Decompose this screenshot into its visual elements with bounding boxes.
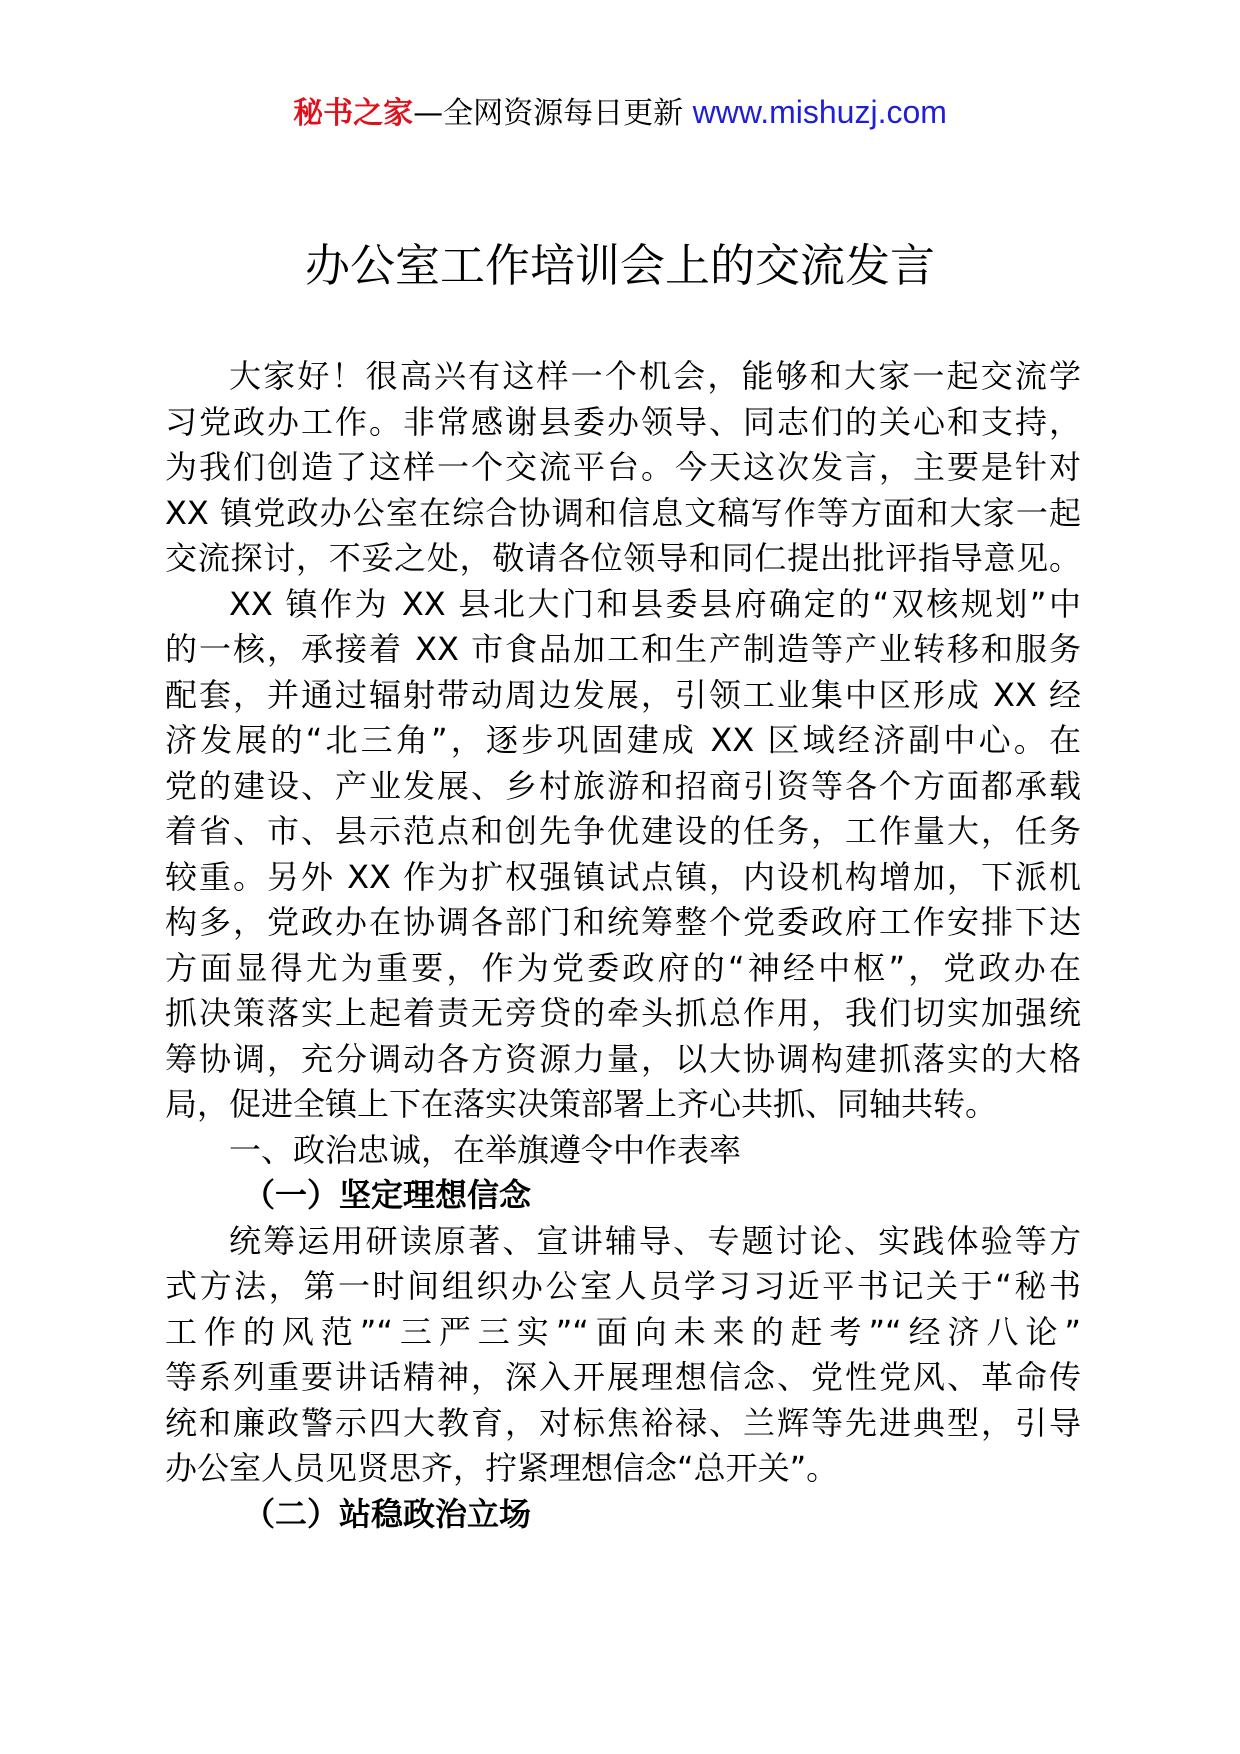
paragraph-line: 着省、市、县示范点和创先争优建设的任务，工作量大，任务: [165, 812, 1081, 850]
paragraph-line: 济发展的“北三角”，逐步巩固建成 XX 区域经济副中心。在: [165, 721, 1081, 759]
paragraph-line: XX 镇党政办公室在综合协调和信息文稿写作等方面和大家一起: [165, 493, 1081, 532]
subsection-heading: （一）坚定理想信念: [243, 1176, 532, 1214]
paragraph-line: 为我们创造了这样一个交流平台。今天这次发言，主要是针对: [165, 448, 1081, 486]
paragraph-line: 式方法，第一时间组织办公室人员学习习近平书记关于“秘书: [165, 1267, 1081, 1305]
paragraph-line: 抓决策落实上起着责无旁贷的牵头抓总作用，我们切实加强统: [165, 994, 1081, 1032]
brand-name: 秘书之家: [293, 96, 414, 131]
document-title: 办公室工作培训会上的交流发言: [304, 239, 935, 292]
site-header: [0, 92, 1240, 134]
paragraph-line: 统和廉政警示四大教育，对标焦裕禄、兰辉等先进典型，引导: [165, 1403, 1081, 1442]
section-heading: 一、政治忠诚，在举旗遵令中作表率: [229, 1130, 742, 1169]
paragraph-line: 办公室人员见贤思齐，拧紧理想信念“总开关”。: [165, 1449, 839, 1487]
paragraph-line: 筹协调，充分调动各方资源力量，以大协调构建抓落实的大格: [165, 1039, 1081, 1078]
site-url-link[interactable]: www.mishuzj.com: [692, 94, 947, 130]
paragraph-line: 局，促进全镇上下在落实决策部署上齐心共抓、同轴共转。: [165, 1085, 998, 1123]
paragraph-line: 统筹运用研读原著、宣讲辅导、专题讨论、实践体验等方: [229, 1221, 1081, 1260]
paragraph-line: 等系列重要讲话精神，深入开展理想信念、党性党风、革命传: [165, 1358, 1081, 1396]
paragraph-line: 配套，并通过辐射带动周边发展，引领工业集中区形成 XX 经: [165, 675, 1081, 714]
paragraph-line: XX 镇作为 XX 县北大门和县委县府确定的“双核规划”中: [229, 584, 1081, 623]
paragraph-line: 大家好！很高兴有这样一个机会，能够和大家一起交流学: [229, 357, 1081, 395]
paragraph-line: 交流探讨，不妥之处，敬请各位领导和同仁提出批评指导意见。: [165, 539, 1081, 577]
paragraph-line: 构多，党政办在协调各部门和统筹整个党委政府工作安排下达: [165, 903, 1081, 941]
subsection-heading: （二）站稳政治立场: [243, 1494, 532, 1533]
paragraph-line: 方面显得尤为重要，作为党委政府的“神经中枢”，党政办在: [165, 948, 1081, 987]
paragraph-line: 工作的风范”“三严三实”“面向未来的赶考”“经济八论”: [165, 1312, 1081, 1351]
paragraph-line: 党的建设、产业发展、乡村旅游和招商引资等各个方面都承载: [165, 766, 1081, 805]
document-body: [165, 354, 1081, 1537]
paragraph-line: 习党政办工作。非常感谢县委办领导、同志们的关心和支持，: [165, 402, 1081, 441]
header-tagline: —全网资源每日更新: [413, 96, 693, 131]
paragraph-line: 较重。另外 XX 作为扩权强镇试点镇，内设机构增加，下派机: [165, 857, 1081, 896]
paragraph-line: 的一核，承接着 XX 市食品加工和生产制造等产业转移和服务: [165, 630, 1081, 668]
